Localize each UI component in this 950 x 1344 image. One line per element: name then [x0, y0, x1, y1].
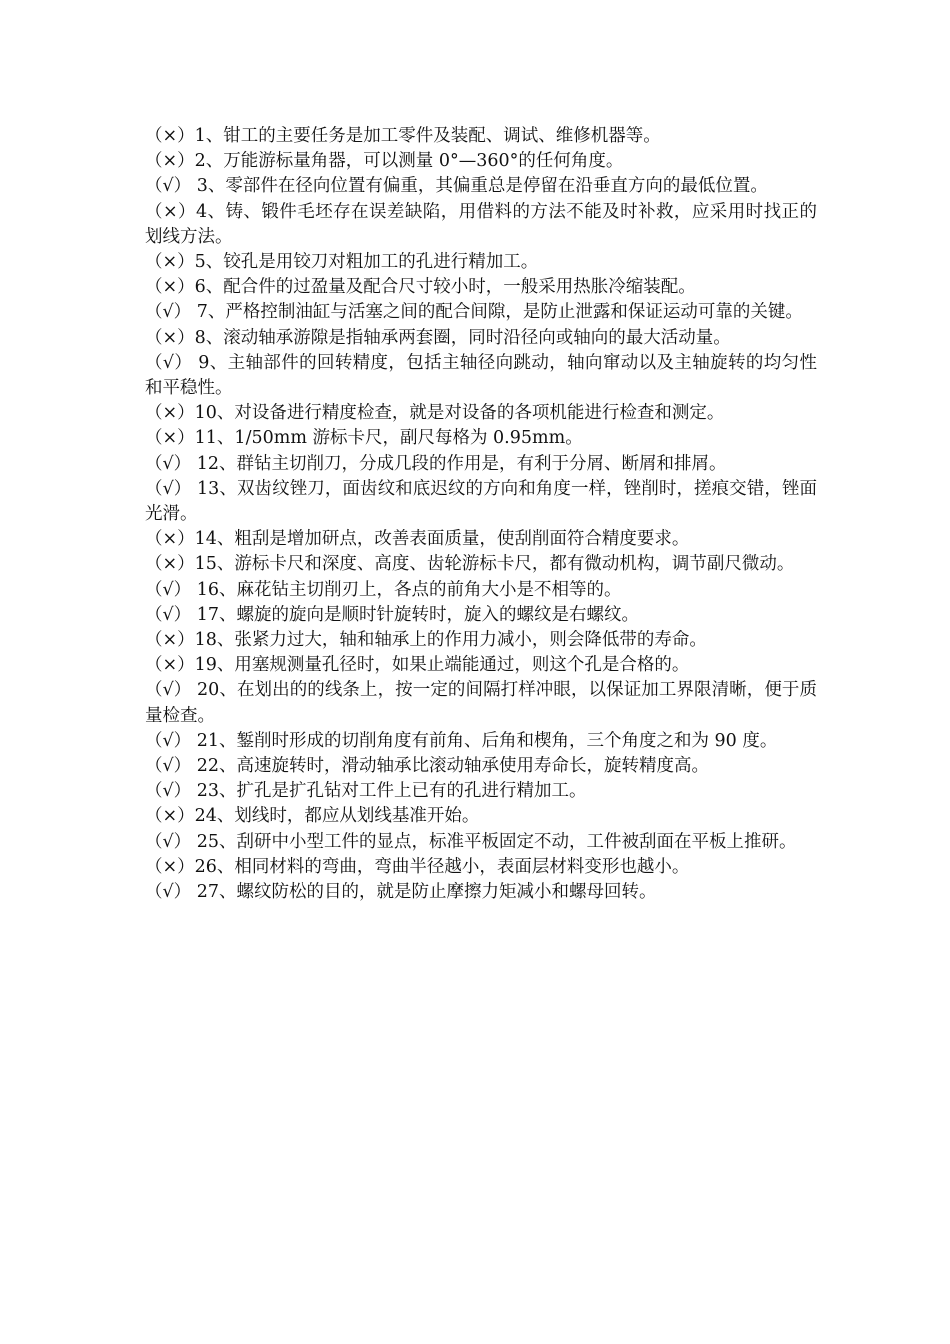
question-item: （√） 7、严格控制油缸与活塞之间的配合间隙，是防止泄露和保证运动可靠的关键。 [145, 302, 803, 323]
question-item: （√） 13、双齿纹锉刀，面齿纹和底迟纹的方向和角度一样，锉削时，搓痕交错，锉面光滑。 [145, 478, 817, 525]
question-item: （√） 20、在划出的的线条上，按一定的间隔打样冲眼，以保证加工界限清晰，便于质量检查。 [145, 680, 817, 726]
question-item: （×）4、铸、锻件毛坯存在误差缺陷，用借料的方法不能及时补救，应采用时找正的划线方法。 [145, 201, 817, 247]
question-item: （√） 17、螺旋的旋向是顺时针旋转时，旋入的螺纹是右螺纹。 [145, 604, 639, 625]
question-item: （×）5、铰孔是用铰刀对粗加工的孔进行精加工。 [145, 252, 539, 273]
question-item: （√） 3、零部件在径向位置有偏重，其偏重总是停留在沿垂直方向的最低位置。 [145, 176, 768, 197]
question-item: （×）18、张紧力过大，轴和轴承上的作用力减小，则会降低带的寿命。 [145, 630, 707, 651]
question-item: （×）11、1/50mm 游标卡尺，副尺每格为 0.95mm。 [145, 428, 583, 449]
question-item: （√） 12、群钻主切削刀，分成几段的作用是，有利于分屑、断屑和排屑。 [145, 453, 727, 474]
question-item: （√） 27、螺纹防松的目的，就是防止摩擦力矩减小和螺母回转。 [145, 882, 657, 903]
question-item: （×）26、相同材料的弯曲，弯曲半径越小，表面层材料变形也越小。 [145, 856, 690, 877]
question-item: （√） 16、麻花钻主切削刃上，各点的前角大小是不相等的。 [145, 579, 622, 600]
question-item: （×）24、划线时，都应从划线基准开始。 [145, 806, 480, 827]
question-item: （×）6、配合件的过盈量及配合尺寸较小时，一般采用热胀冷缩装配。 [145, 277, 696, 298]
question-item: （√） 22、高速旋转时，滑动轴承比滚动轴承使用寿命长，旋转精度高。 [145, 756, 709, 777]
question-item: （×）1、钳工的主要任务是加工零件及装配、调试、维修机器等。 [145, 126, 661, 146]
question-item: （×）8、滚动轴承游隙是指轴承两套圈，同时沿径向或轴向的最大活动量。 [145, 327, 731, 348]
question-item: （×）10、对设备进行精度检查，就是对设备的各项机能进行检查和测定。 [145, 403, 725, 424]
question-list [145, 124, 817, 905]
question-item: （√） 9、主轴部件的回转精度，包括主轴径向跳动，轴向窜动以及主轴旋转的均匀性和平稳性。 [145, 352, 817, 399]
question-item: （×）19、用塞规测量孔径时，如果止端能通过，则这个孔是合格的。 [145, 655, 690, 676]
question-item: （×）15、游标卡尺和深度、高度、齿轮游标卡尺，都有微动机构，调节副尺微动。 [145, 554, 795, 575]
question-item: （×）2、万能游标量角器，可以测量 0°—360°的任何角度。 [145, 151, 624, 172]
question-item: （√） 21、錾削时形成的切削角度有前角、后角和楔角，三个角度之和为 90 度。 [145, 730, 778, 751]
question-item: （×）14、粗刮是增加研点，改善表面质量，使刮削面符合精度要求。 [145, 529, 690, 550]
question-item: （√） 23、扩孔是扩孔钻对工件上已有的孔进行精加工。 [145, 781, 587, 802]
question-item: （√） 25、刮研中小型工件的显点，标准平板固定不动，工件被刮面在平板上推研。 [145, 831, 797, 852]
